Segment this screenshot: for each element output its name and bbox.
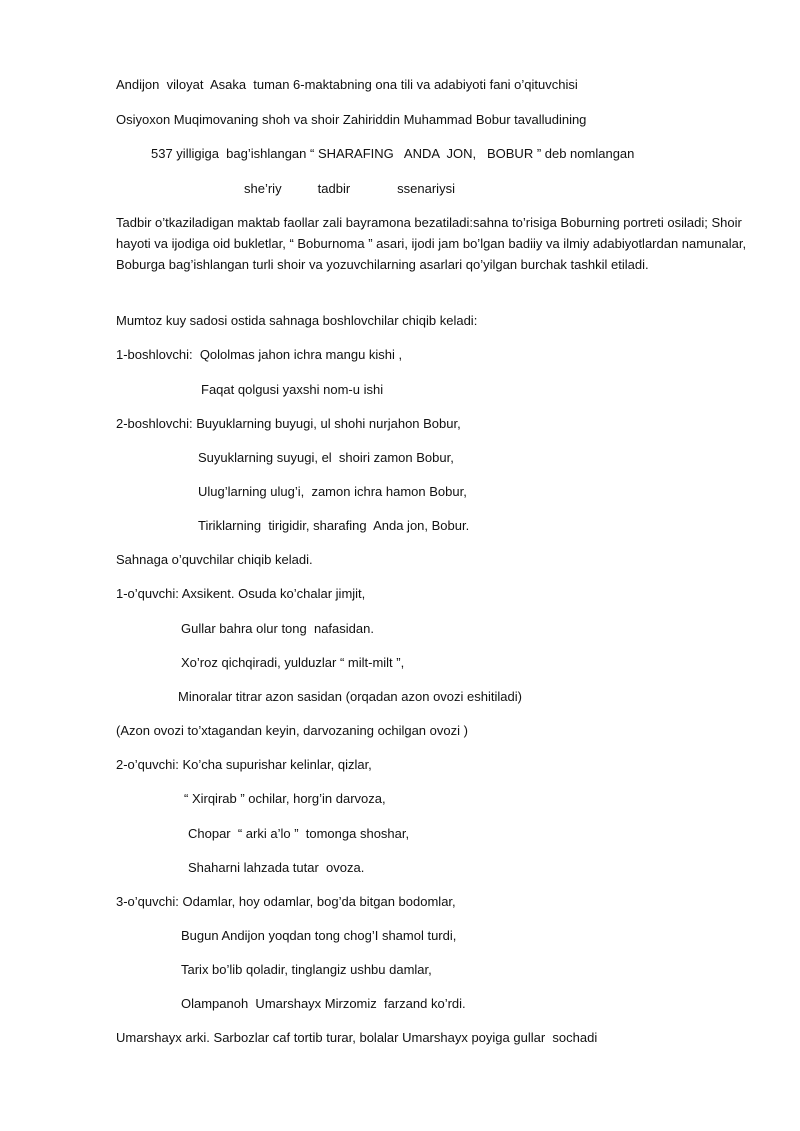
verse-line: Gullar bahra olur tong nafasidan. <box>181 621 374 636</box>
verse-line: Minoralar titrar azon sasidan (orqadan azon ovozi eshitiladi) <box>178 689 522 704</box>
title-line: 537 yilligiga bag’ishlangan “ SHARAFING ANDA JON, BOBUR ” deb nomlangan <box>151 146 635 161</box>
verse-line: Chopar “ arki a’lo ” tomonga shoshar, <box>188 826 410 841</box>
verse-line: Shaharni lahzada tutar ovoza. <box>188 860 365 875</box>
intro-paragraph: Tadbir o’tkaziladigan maktab faollar zali bayramona bezatiladi:sahna to’risiga Boburning portreti osiladi; Shoir hayoti va ijodiga oid bukletlar, “ Boburnoma ” asari, ijodi jam bo’lgan badiiy va ilmiy adabiyotlardan namunalar, Boburga bag’ishlangan turli shoir va yozuvchilarning asarlari qo’yilgan burchak tashkil etiladi. <box>116 215 747 272</box>
verse-line: 2-o’quvchi: Ko’cha supurishar kelinlar, qizlar, <box>116 757 372 772</box>
verse-line: Olampanoh Umarshayx Mirzomiz farzand ko’rdi. <box>181 996 466 1011</box>
dedication-line: Osiyoxon Muqimovaning shoh va shoir Zahiriddin Muhammad Bobur tavalludining <box>116 112 587 127</box>
verse-line: 1-o’quvchi: Axsikent. Osuda ko’chalar jimjit, <box>116 586 366 601</box>
verse-line: Xo’roz qichqiradi, yulduzlar “ milt-milt ”, <box>181 655 405 670</box>
verse-line: Bugun Andijon yoqdan tong chog’I shamol turdi, <box>181 928 457 943</box>
verse-line: Ulug’larning ulug’i, zamon ichra hamon Bobur, <box>198 484 467 499</box>
subtitle-line: she’riy tadbir ssenariysi <box>244 181 455 196</box>
verse-line: 1-boshlovchi: Qololmas jahon ichra mangu kishi , <box>116 347 403 362</box>
verse-line: 3-o’quvchi: Odamlar, hoy odamlar, bog’da bitgan bodomlar, <box>116 894 456 909</box>
verse-line: Faqat qolgusi yaxshi nom-u ishi <box>201 382 384 397</box>
stage-direction: Mumtoz kuy sadosi ostida sahnaga boshlovchilar chiqib keladi: <box>116 313 478 328</box>
author-line: Andijon viloyat Asaka tuman 6-maktabning ona tili va adabiyoti fani o’qituvchisi <box>116 77 578 92</box>
verse-line: 2-boshlovchi: Buyuklarning buyugi, ul shohi nurjahon Bobur, <box>116 416 461 431</box>
stage-direction: Sahnaga o’quvchilar chiqib keladi. <box>116 552 313 567</box>
verse-line: Tiriklarning tirigidir, sharafing Anda jon, Bobur. <box>198 518 470 533</box>
stage-direction: (Azon ovozi to’xtagandan keyin, darvozaning ochilgan ovozi ) <box>116 723 468 738</box>
verse-line: Tarix bo’lib qoladir, tinglangiz ushbu damlar, <box>181 962 432 977</box>
verse-line: “ Xirqirab ” ochilar, horg’in darvoza, <box>184 791 386 806</box>
stage-direction: Umarshayx arki. Sarbozlar caf tortib turar, bolalar Umarshayx poyiga gullar sochadi <box>116 1030 598 1045</box>
verse-line: Suyuklarning suyugi, el shoiri zamon Bobur, <box>198 450 454 465</box>
